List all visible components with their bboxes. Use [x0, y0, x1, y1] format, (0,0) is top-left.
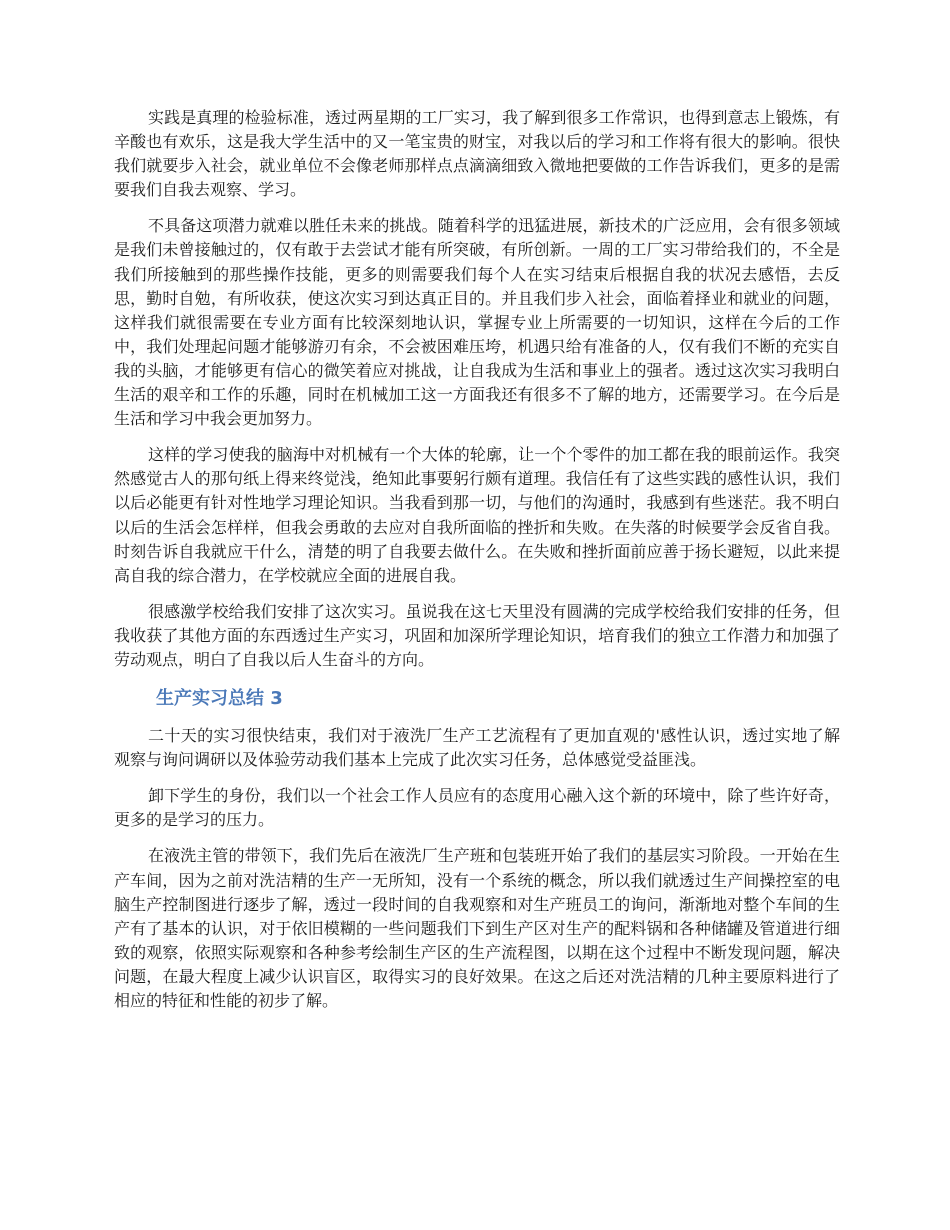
document-page: [114, 106, 840, 1025]
paragraph: 这样的学习使我的脑海中对机械有一个大体的轮廓，让一个个零件的加工都在我的眼前运作。我突然感觉古人的那句纸上得来终觉浅，绝知此事要躬行颇有道理。我信任有了这些实践的感性认识，我们以后必能更有针对性地学习理论知识。当我看到那一切，与他们的沟通时，我感到有些迷茫。我不明白以后的生活会怎样样，但我会勇敢的去应对自我所面临的挫折和失败。在失落的时候要学会反省自我。时刻告诉自我就应干什么，清楚的明了自我要去做什么。在失败和挫折面前应善于扬长避短，以此来提高自我的综合潜力，在学校就应全面的进展自我。: [114, 445, 840, 585]
paragraph: 实践是真理的检验标准，透过两星期的工厂实习，我了解到很多工作常识，也得到意志上锻炼，有辛酸也有欢乐，这是我大学生活中的又一笔宝贵的财宝，对我以后的学习和工作将有很大的影响。很快我们就要步入社会，就业单位不会像老师那样点点滴滴细致入微地把要做的工作告诉我们，更多的是需要我们自我去观察、学习。: [114, 108, 840, 200]
section-heading: 生产实习总结 3: [156, 688, 283, 710]
paragraph: 不具备这项潜力就难以胜任未来的挑战。随着科学的迅猛进展，新技术的广泛应用，会有很多领域是我们未曾接触过的，仅有敢于去尝试才能有所突破，有所创新。一周的工厂实习带给我们的，不全是我们所接触到的那些操作技能，更多的则需要我们每个人在实习结束后根据自我的状况去感悟，去反思，勤时自勉，有所收获，使这次实习到达真正目的。并且我们步入社会，面临着择业和就业的问题，这样我们就很需要在专业方面有比较深刻地认识，掌握专业上所需要的一切知识，这样在今后的工作中，我们处理起问题才能够游刃有余，不会被困难压垮，机遇只给有准备的人，仅有我们不断的充实自我的头脑，才能够更有信心的微笑着应对挑战，让自我成为生活和事业上的强者。透过这次实习我明白生活的艰辛和工作的乐趣，同时在机械加工这一方面我还有很多不了解的地方，还需要学习。在今后是生活和学习中我会更加努力。: [114, 216, 840, 429]
paragraph: 卸下学生的身份，我们以一个社会工作人员应有的态度用心融入这个新的环境中，除了些许好奇，更多的是学习的压力。: [114, 786, 840, 830]
paragraph: 很感激学校给我们安排了这次实习。虽说我在这七天里没有圆满的完成学校给我们安排的任务，但我收获了其他方面的东西透过生产实习，巩固和加深所学理论知识，培育我们的独立工作潜力和加强了劳动观点，明白了自我以后人生奋斗的方向。: [114, 601, 840, 669]
paragraph: 二十天的实习很快结束，我们对于液洗厂生产工艺流程有了更加直观的'感性认识，透过实地了解观察与询问调研以及体验劳动我们基本上完成了此次实习任务，总体感觉受益匪浅。: [114, 726, 840, 770]
paragraph: 在液洗主管的带领下，我们先后在液洗厂生产班和包装班开始了我们的基层实习阶段。一开始在生产车间，因为之前对洗洁精的生产一无所知，没有一个系统的概念，所以我们就透过生产间操控室的电脑生产控制图进行逐步了解，透过一段时间的自我观察和对生产班员工的询问，渐渐地对整个车间的生产有了基本的认识，对于依旧模糊的一些问题我们下到生产区对生产的配料锅和各种储罐及管道进行细致的观察，依照实际观察和各种参考绘制生产区的生产流程图，以期在这个过程中不断发现问题，解决问题，在最大程度上减少认识盲区，取得实习的良好效果。在这之后还对洗洁精的几种主要原料进行了相应的特征和性能的初步了解。: [114, 846, 840, 1010]
